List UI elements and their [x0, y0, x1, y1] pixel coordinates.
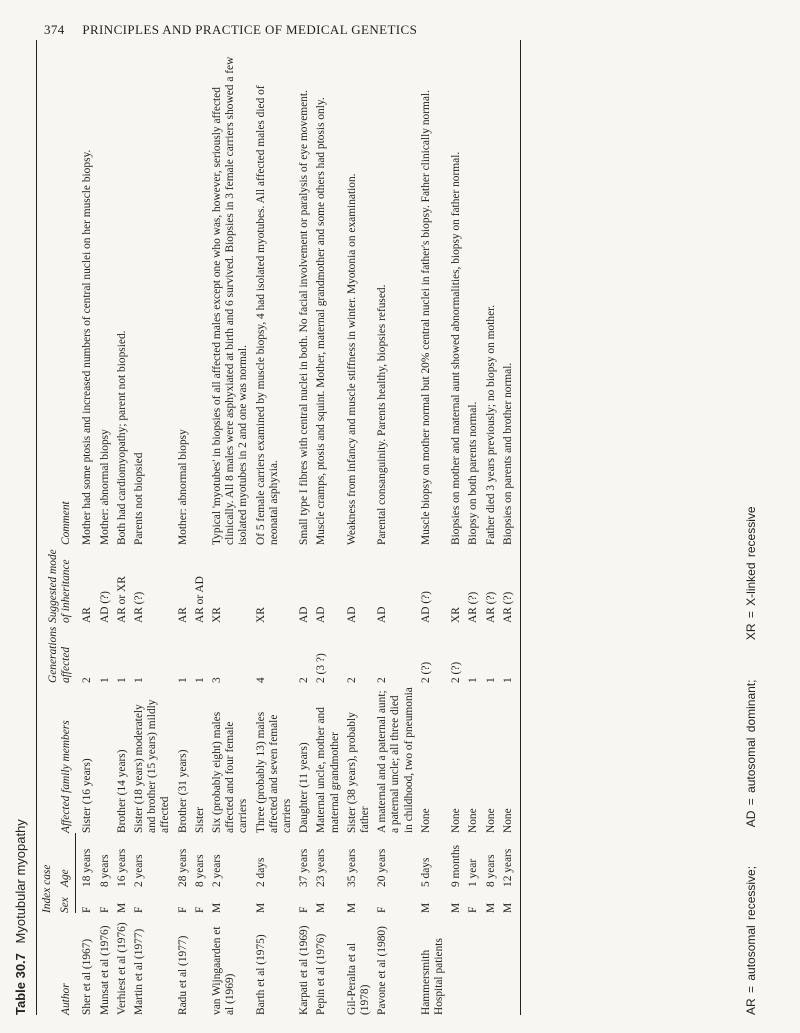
inheritance-mode-cell: AR or AD	[193, 576, 206, 623]
generations-cell: 1	[467, 677, 480, 683]
affected-members-cell: Daughter (11 years)	[298, 742, 311, 833]
generations-cell: 1	[98, 677, 111, 683]
comment-cell: Of 5 female carriers examined by muscle biopsy, 4 had isolated myotubes. All affected males died of neonatal asphyxia.	[254, 85, 280, 545]
generations-cell: 1	[133, 677, 146, 683]
sex-cell: F	[193, 906, 206, 913]
comment-cell: Biopsy on both parents normal.	[467, 401, 480, 545]
inheritance-mode-cell: AR	[80, 607, 93, 623]
comment-cell: Biopsies on mother and maternal aunt showed abnormalities, biopsy on father normal.	[450, 151, 463, 545]
header-generations: Generations affected	[37, 623, 76, 683]
inheritance-mode-cell: AR (?)	[500, 545, 521, 623]
running-head	[44, 22, 764, 38]
inheritance-mode-cell: AD	[376, 606, 389, 623]
author-cell	[448, 913, 465, 1015]
table-row	[313, 40, 343, 1015]
table-body	[76, 40, 521, 1015]
age-cell: 37 years	[298, 848, 311, 887]
affected-members-cell: None	[500, 683, 521, 833]
affected-members-cell	[97, 683, 114, 833]
age-cell: 1 year	[467, 858, 480, 887]
inheritance-mode-cell: AR (?)	[133, 591, 146, 623]
author-cell: van Wijngaarden et al (1969)	[211, 926, 237, 1015]
author-cell: Martin et al (1977)	[133, 928, 146, 1015]
sex-cell: M	[315, 902, 328, 913]
abbreviation-footnote	[744, 40, 758, 1015]
myotubular-table	[36, 40, 521, 1015]
generations-cell: 1	[193, 677, 206, 683]
age-cell: 9 months	[450, 844, 463, 887]
table-label: Table 30.7	[13, 953, 28, 1015]
sex-cell: M	[211, 902, 224, 913]
rotated-table-sheet	[10, 40, 770, 1015]
affected-members-cell: Six (probably eight) males affected and four female carriers	[211, 711, 250, 833]
comment-cell: Weakness from infancy and muscle stiffness in winter. Myotonia on examination.	[345, 173, 358, 545]
generations-cell: 1	[176, 677, 189, 683]
sex-cell: M	[115, 902, 128, 913]
age-cell: 28 years	[176, 848, 189, 887]
table-row	[131, 40, 175, 1015]
inheritance-mode-cell: AR or XR	[115, 576, 128, 623]
age-cell: 23 years	[315, 848, 328, 887]
sex-cell: M	[500, 887, 521, 913]
table-title: Myotubular myopathy	[13, 819, 28, 944]
comment-cell: Parental consanguinity. Parents healthy, biopsies refused.	[376, 284, 389, 545]
age-cell: 8 years	[98, 854, 111, 887]
table-row	[76, 40, 97, 1015]
footnote-ad: AD = autosomal dominant;	[744, 679, 758, 828]
age-cell: 18 years	[81, 848, 94, 887]
sex-cell: F	[467, 906, 480, 913]
table-row	[465, 40, 482, 1015]
age-cell: 12 years	[500, 833, 521, 887]
age-cell: 8 years	[193, 854, 206, 887]
table-row	[344, 40, 374, 1015]
inheritance-mode-cell: AD (?)	[419, 591, 432, 623]
inheritance-mode-cell: AR (?)	[484, 591, 497, 623]
affected-members-cell: Sister (16 years)	[80, 758, 93, 833]
generations-cell: 2	[80, 677, 93, 683]
sex-cell: F	[81, 906, 94, 913]
inheritance-mode-cell: AD	[345, 606, 358, 623]
affected-members-cell: None	[450, 808, 463, 833]
author-cell: Radu et al (1977)	[176, 935, 189, 1015]
comment-cell: Father died 3 years previously; no biopsy on mother.	[484, 304, 497, 545]
affected-members-cell: None	[419, 808, 432, 833]
age-cell: 35 years	[345, 848, 358, 887]
affected-members-cell: Three (probably 13) males affected and seven female carriers	[254, 711, 294, 833]
comment-cell: Mother: abnormal biopsy	[176, 429, 189, 545]
affected-members-cell: Sister (38 years), probably father	[345, 712, 372, 833]
age-cell: 16 years	[115, 848, 128, 887]
author-cell	[483, 913, 500, 1015]
age-cell: 8 years	[484, 854, 497, 887]
affected-members-cell: Brother (31 years)	[176, 749, 189, 833]
table-row	[253, 40, 297, 1015]
affected-members-cell: None	[484, 808, 497, 833]
comment-cell: Mother: abnormal biopsy	[98, 429, 111, 545]
comment-cell: Biopsies on parents and brother normal.	[500, 40, 521, 545]
comment-cell: Both had cardiomyopathy; parent not biopsied.	[115, 330, 128, 545]
affected-members-cell: A maternal and a paternal aunt; a paternal uncle; all three died in childhood, two of pneumonia	[376, 687, 415, 833]
inheritance-mode-cell: AR	[176, 607, 189, 623]
table-row	[483, 40, 500, 1015]
generations-cell: 4	[254, 677, 267, 683]
comment-cell	[192, 40, 209, 545]
header-sex: Sex	[57, 887, 76, 913]
inheritance-mode-cell: AD	[315, 606, 328, 623]
generations-cell: 1	[500, 623, 521, 683]
table-caption	[10, 40, 32, 1015]
table-row	[175, 40, 192, 1015]
generations-cell: 2	[376, 677, 389, 683]
table-row	[209, 40, 253, 1015]
header-comment: Comment	[37, 40, 76, 545]
generations-cell: 2 (3 ?)	[315, 653, 328, 683]
author-cell: Barth et al (1975)	[254, 934, 267, 1015]
comment-cell: Parents not biopsied	[133, 452, 146, 545]
author-cell	[500, 913, 521, 1015]
sex-cell: M	[450, 902, 463, 913]
age-cell: 2 years	[133, 854, 146, 887]
author-cell: Munsat et al (1976)	[98, 925, 111, 1015]
inheritance-mode-cell: XR	[450, 607, 463, 623]
table-row	[448, 40, 465, 1015]
comment-cell: Muscle cramps, ptosis and squint. Mother, maternal grandmother and some others had ptosis only.	[315, 97, 328, 545]
footnote-xr: XR = X-linked recessive	[744, 506, 758, 641]
author-cell: Gil-Peralta et al (1978)	[345, 942, 372, 1015]
generations-cell: 2 (?)	[450, 661, 463, 683]
header-affected: Affected family members	[37, 683, 76, 833]
generations-cell: 3	[211, 677, 224, 683]
generations-cell: 1	[115, 677, 128, 683]
header-author: Author	[37, 913, 76, 1015]
table-row	[192, 40, 209, 1015]
author-cell: Pavone et al (1980)	[376, 926, 389, 1015]
author-cell	[192, 913, 209, 1015]
comment-cell: Small type I fibres with central nuclei in both. No facial involvement or paralysis of eye movement.	[298, 90, 311, 545]
author-cell	[465, 913, 482, 1015]
sex-cell: F	[176, 906, 189, 913]
age-cell: 2 years	[211, 854, 224, 887]
table-row	[296, 40, 313, 1015]
affected-members-cell: Sister (18 years) moderately and brother (15 years) mildly affected	[133, 699, 172, 833]
page-number: 374	[44, 22, 65, 37]
header-age: Age	[57, 833, 76, 887]
affected-members-cell: Brother (14 years)	[115, 749, 128, 833]
affected-members-cell: None	[467, 808, 480, 833]
table-row	[374, 40, 418, 1015]
inheritance-mode-cell: XR	[211, 607, 224, 623]
table-row	[418, 40, 448, 1015]
author-cell: Pepin et al (1976)	[315, 933, 328, 1015]
generations-cell: 1	[484, 677, 497, 683]
inheritance-mode-cell: AD (?)	[98, 591, 111, 623]
header-index-case: Index case	[37, 833, 58, 913]
generations-cell: 2	[345, 677, 358, 683]
sex-cell: M	[345, 902, 358, 913]
generations-cell: 2 (?)	[419, 661, 432, 683]
table-row	[114, 40, 131, 1015]
sex-cell: F	[133, 906, 146, 913]
sex-cell: F	[298, 906, 311, 913]
inheritance-mode-cell: AR (?)	[467, 591, 480, 623]
header-mode: Suggested mode of inheritance	[37, 545, 76, 623]
generations-cell: 2	[298, 677, 311, 683]
affected-members-cell: Maternal uncle, mother and maternal grandmother	[315, 707, 341, 833]
inheritance-mode-cell: XR	[254, 607, 267, 623]
comment-cell: Mother had some ptosis and increased numbers of central nuclei on her muscle biopsy.	[80, 149, 93, 545]
sex-cell: M	[419, 902, 432, 913]
author-cell: Sher et al (1967)	[80, 938, 93, 1015]
age-cell: 20 years	[376, 848, 389, 887]
sex-cell: F	[376, 906, 389, 913]
author-cell: Hammersmith Hospital patients	[419, 938, 446, 1015]
author-cell: Karpati et al (1969)	[298, 925, 311, 1015]
inheritance-mode-cell: AD	[298, 606, 311, 623]
table-row	[500, 40, 521, 1015]
age-cell: 2 days	[254, 857, 267, 887]
table-row	[97, 40, 114, 1015]
age-cell: 5 days	[419, 857, 432, 887]
sex-cell: M	[254, 902, 267, 913]
affected-members-cell: Sister	[193, 807, 206, 833]
running-title: PRINCIPLES AND PRACTICE OF MEDICAL GENETICS	[82, 22, 418, 37]
comment-cell: Muscle biopsy on mother normal but 20% central nuclei in father's biopsy. Father clinically normal.	[419, 90, 432, 545]
sex-cell: M	[484, 902, 497, 913]
comment-cell: Typical 'myotubes' in biopsies of all affected males except one who was, however, seriously affected clinically. All 8 males were asphyxiated at birth and 6 survived. Biopsies in 3 female carriers showed a few isolated myotubes in 2 and one was normal.	[211, 56, 250, 545]
sex-cell: F	[98, 906, 111, 913]
author-cell: Verhiest et al (1976)	[115, 922, 128, 1015]
footnote-ar: AR = autosomal recessive;	[744, 865, 758, 1015]
